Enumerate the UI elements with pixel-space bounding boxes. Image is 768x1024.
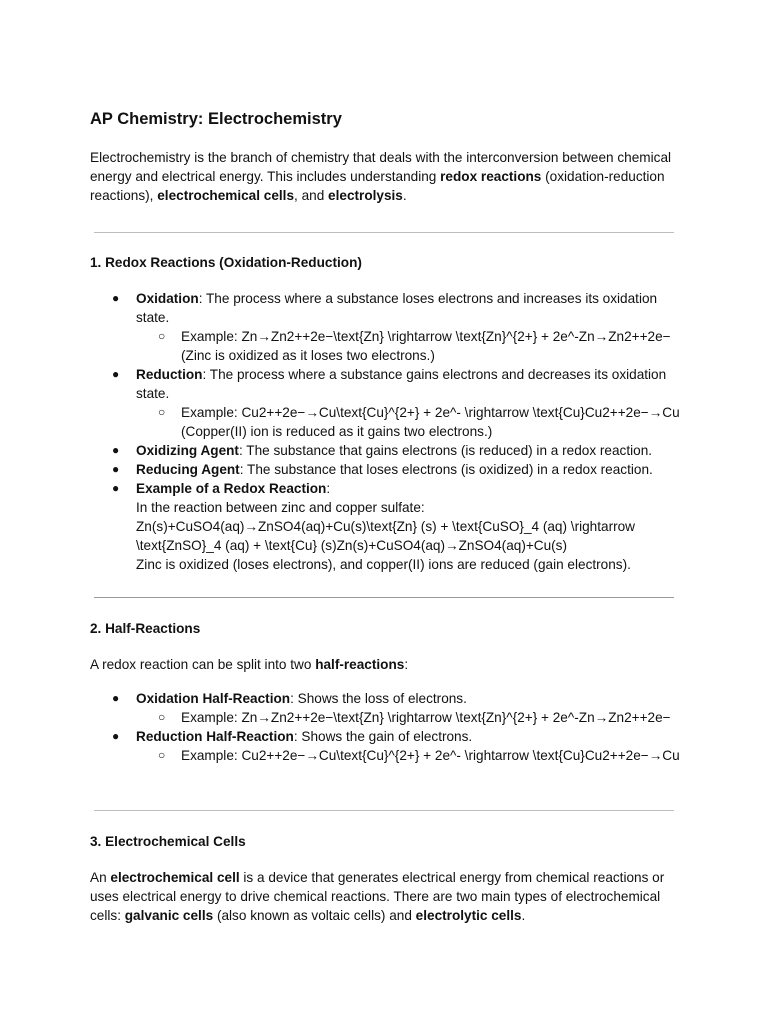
section-3-bold-cell: electrochemical cell	[110, 870, 240, 885]
redox-example-line-3: Zinc is oxidized (loses electrons), and copper(II) ions are reduced (gain electrons).	[136, 557, 631, 572]
desc-oxidation: : The process where a substance loses electrons and increases its oxidation state.	[136, 291, 658, 325]
divider	[94, 232, 674, 233]
oxidation-example: Example: Zn→Zn2++2e−\text{Zn} \rightarrow \text{Zn}^{2+} + 2e^-Zn→Zn2++2e−	[181, 329, 671, 344]
intro-text-1: Electrochemistry is the branch of chemistry that deals with the interconversion between chemical energy and electrical energy. This includes understanding	[90, 150, 672, 184]
section-3-paragraph	[90, 868, 690, 925]
section-2-intro-end: :	[404, 657, 409, 672]
list-item-reduction	[90, 365, 690, 441]
section-3-heading: 3. Electrochemical Cells	[90, 834, 246, 849]
reduction-example: Example: Cu2++2e−→Cu\text{Cu}^{2+} + 2e^- \rightarrow \text{Cu}Cu2++2e−→Cu (Copper(II) ion is reduced as it gains two electrons.)	[181, 405, 680, 439]
redox-example-line-1: In the reaction between zinc and copper sulfate:	[136, 500, 425, 515]
bullet-icon: ●	[112, 462, 120, 476]
desc-oxidizing-agent: : The substance that gains electrons (is reduced) in a redox reaction.	[238, 443, 653, 458]
section-2-intro-text: A redox reaction can be split into two	[90, 657, 316, 672]
term-oxidation-half: Oxidation Half-Reaction	[136, 691, 291, 706]
section-2-list	[90, 689, 690, 765]
redox-example-equation: Zn(s)+CuSO4(aq)→ZnSO4(aq)+Cu(s)\text{Zn} (s) + \text{CuSO}_4 (aq) \rightarrow \text{ZnSO}_4 (aq) + \text{Cu} (s)Zn(s)+CuSO4(aq)→ZnSO4(aq)+Cu(s)	[136, 519, 635, 553]
intro-bold-electrolysis: electrolysis	[328, 188, 403, 203]
term-redox-example: Example of a Redox Reaction	[136, 481, 327, 496]
divider	[94, 810, 674, 811]
desc-reducing-agent: : The substance that loses electrons (is oxidized) in a redox reaction.	[239, 462, 653, 477]
sub-bullet-icon: ○	[158, 329, 166, 343]
term-reducing-agent: Reducing Agent	[136, 462, 240, 477]
sub-bullet-icon: ○	[158, 405, 166, 419]
list-item-reduction-half	[90, 727, 690, 765]
section-2-intro	[90, 655, 690, 674]
divider	[94, 597, 674, 598]
section-3-text-2: is a device that generates electrical energy from chemical reactions or uses electrical energy to drive chemical reactions. There are two main types of electrochemical cells:	[90, 870, 665, 923]
bullet-icon: ●	[112, 481, 120, 495]
desc-reduction-half: : Shows the gain of electrons.	[293, 729, 473, 744]
list-item-reducing-agent	[90, 460, 690, 479]
section-1-heading: 1. Redox Reactions (Oxidation-Reduction)	[90, 255, 362, 270]
term-reduction: Reduction	[136, 367, 203, 382]
section-2-intro-bold: half-reactions	[315, 657, 405, 672]
section-2-heading: 2. Half-Reactions	[90, 621, 201, 636]
oxidation-half-example: Example: Zn→Zn2++2e−\text{Zn} \rightarrow \text{Zn}^{2+} + 2e^-Zn→Zn2++2e−	[181, 710, 671, 725]
reduction-half-example: Example: Cu2++2e−→Cu\text{Cu}^{2+} + 2e^- \rightarrow \text{Cu}Cu2++2e−→Cu	[181, 748, 680, 763]
intro-text-4: .	[402, 188, 407, 203]
section-3-text-4: .	[521, 908, 526, 923]
redox-example-colon: :	[326, 481, 331, 496]
bullet-icon: ●	[112, 367, 120, 381]
sub-item-reduction-half-example	[90, 746, 690, 765]
desc-oxidation-half: : Shows the loss of electrons.	[290, 691, 467, 706]
term-oxidation: Oxidation	[136, 291, 199, 306]
bullet-icon: ●	[112, 443, 120, 457]
sub-item-oxidation-half-example	[90, 708, 690, 727]
sub-bullet-icon: ○	[158, 748, 166, 762]
section-3-text-3: (also known as voltaic cells) and	[213, 908, 416, 923]
list-item-oxidizing-agent	[90, 441, 690, 460]
section-3-bold-galvanic: galvanic cells	[124, 908, 214, 923]
section-1-list	[90, 289, 690, 574]
bullet-icon: ●	[112, 291, 120, 305]
intro-text-2: (oxidation-reduction reactions),	[90, 169, 665, 203]
intro-bold-cells: electrochemical cells	[157, 188, 295, 203]
list-item-redox-example	[90, 479, 690, 574]
intro-text-3: , and	[294, 188, 329, 203]
document-title: AP Chemistry: Electrochemistry	[90, 110, 342, 128]
sub-item-oxidation-example	[90, 327, 690, 365]
bullet-icon: ●	[112, 691, 120, 705]
bullet-icon: ●	[112, 729, 120, 743]
list-item-oxidation	[90, 289, 690, 365]
section-3-bold-electrolytic: electrolytic cells	[415, 908, 522, 923]
term-reduction-half: Reduction Half-Reaction	[136, 729, 294, 744]
sub-bullet-icon: ○	[158, 710, 166, 724]
oxidation-example-note: (Zinc is oxidized as it loses two electrons.)	[181, 348, 435, 363]
intro-paragraph	[90, 148, 690, 205]
intro-bold-redox: redox reactions	[440, 169, 542, 184]
term-oxidizing-agent: Oxidizing Agent	[136, 443, 239, 458]
list-item-oxidation-half	[90, 689, 690, 727]
section-3-text-1: An	[90, 870, 111, 885]
sub-item-reduction-example	[90, 403, 690, 441]
desc-reduction: : The process where a substance gains electrons and decreases its oxidation state.	[136, 367, 667, 401]
